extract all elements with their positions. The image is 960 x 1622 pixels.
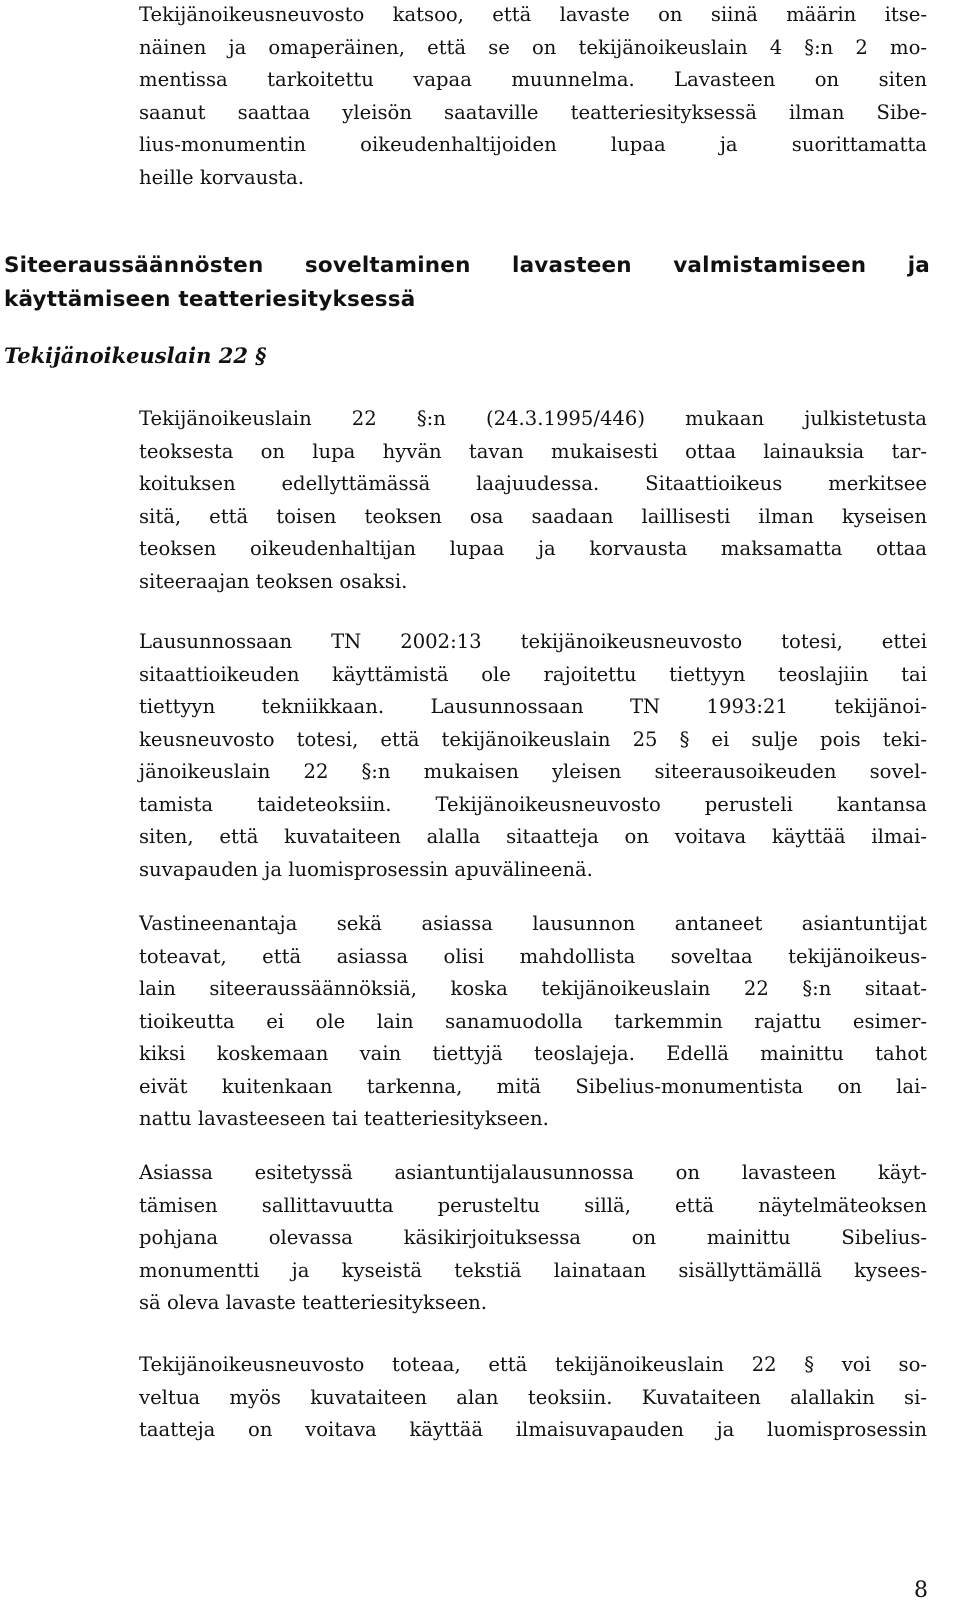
text-line: eivät kuitenkaan tarkenna, mitä Sibelius-monumentista on lai- bbox=[139, 1074, 927, 1098]
text-line: pohjana olevassa käsikirjoituksessa on mainittu Sibelius- bbox=[139, 1226, 927, 1249]
text-line: taatteja on voitava käyttää ilmaisuvapauden ja luomisprosessin bbox=[139, 1418, 927, 1441]
text-line: veltua myös kuvataiteen alan teoksiin. Kuvataiteen alallakin si- bbox=[139, 1385, 927, 1409]
text-line: heille korvausta. bbox=[139, 165, 305, 189]
text-line: teoksesta on lupa hyvän tavan mukaisesti ottaa lainauksia tar- bbox=[139, 439, 927, 463]
text-line: teoksen oikeudenhaltijan lupaa ja korvausta maksamatta ottaa bbox=[139, 537, 927, 560]
paragraph-intro bbox=[139, 0, 927, 194]
text-line: siteeraajan teoksen osaksi. bbox=[139, 569, 408, 593]
text-line: lius-monumentin oikeudenhaltijoiden lupaa ja suorittamatta bbox=[139, 133, 927, 156]
heading-line: Siteeraussäännösten soveltaminen lavasteen valmistamiseen ja bbox=[4, 253, 930, 278]
text-line: sä oleva lavaste teatteriesitykseen. bbox=[139, 1291, 488, 1314]
text-line: tamista taideteoksiin. Tekijänoikeusneuvosto perusteli kantansa bbox=[139, 792, 927, 816]
text-line: tämisen sallittavuutta perusteltu sillä, että näytelmäteoksen bbox=[139, 1193, 927, 1217]
section-heading bbox=[0, 249, 930, 317]
text-line: Lausunnossaan TN 2002:13 tekijänoikeusneuvosto totesi, ettei bbox=[139, 630, 927, 653]
paragraph-law bbox=[139, 403, 927, 598]
text-line: sitaattioikeuden käyttämistä ole rajoitettu tiettyyn teoslajiin tai bbox=[139, 662, 927, 686]
text-line: sitä, että toisen teoksen osa saadaan laillisesti ilman kyseisen bbox=[139, 504, 927, 528]
text-line: toteavat, että asiassa olisi mahdollista soveltaa tekijänoikeus- bbox=[139, 944, 927, 968]
text-line: tiettyyn tekniikkaan. Lausunnossaan TN 1993:21 tekijänoi- bbox=[139, 695, 927, 718]
text-line: monumentti ja kyseistä tekstiä lainataan sisällyttämällä kysees- bbox=[139, 1258, 927, 1282]
text-line: Vastineenantaja sekä asiassa lausunnon antaneet asiantuntijat bbox=[139, 912, 927, 935]
text-line: tioikeutta ei ole lain sanamuodolla tarkemmin rajattu esimer- bbox=[139, 1009, 927, 1033]
text-line: keusneuvosto totesi, että tekijänoikeuslain 25 § ei sulje pois teki- bbox=[139, 727, 927, 751]
text-line: suvapauden ja luomisprosessin apuvälineenä. bbox=[139, 857, 593, 881]
heading-line: käyttämiseen teatteriesityksessä bbox=[4, 287, 416, 312]
text-line: lain siteeraussäännöksiä, koska tekijänoikeuslain 22 §:n sitaat- bbox=[139, 977, 927, 1000]
text-line: näinen ja omaperäinen, että se on tekijänoikeuslain 4 §:n 2 mo- bbox=[139, 35, 927, 59]
sub-heading: Tekijänoikeuslain 22 § bbox=[4, 343, 267, 368]
text-line: mentissa tarkoitettu vapaa muunnelma. Lavasteen on siten bbox=[139, 68, 927, 91]
text-line: koituksen edellyttämässä laajuudessa. Sitaattioikeus merkitsee bbox=[139, 472, 927, 495]
paragraph-5 bbox=[139, 1349, 927, 1447]
text-line: kiksi koskemaan vain tiettyjä teoslajeja. Edellä mainittu tahot bbox=[139, 1042, 927, 1065]
text-line: nattu lavasteeseen tai teatteriesitykseen. bbox=[139, 1107, 549, 1130]
text-line: Asiassa esitetyssä asiantuntijalausunnossa on lavasteen käyt- bbox=[139, 1161, 927, 1184]
text-line: Tekijänoikeusneuvosto katsoo, että lavaste on siinä määrin itse- bbox=[139, 3, 927, 26]
paragraph-4 bbox=[139, 1157, 927, 1320]
text-line: Tekijänoikeuslain 22 §:n (24.3.1995/446) mukaan julkistetusta bbox=[139, 407, 927, 430]
text-line: saanut saattaa yleisön saataville teatteriesityksessä ilman Sibe- bbox=[139, 100, 927, 124]
text-line: jänoikeuslain 22 §:n mukaisen yleisen siteerausoikeuden sovel- bbox=[139, 760, 927, 783]
text-line: siten, että kuvataiteen alalla sitaatteja on voitava käyttää ilmai- bbox=[139, 825, 927, 848]
text-line: Tekijänoikeusneuvosto toteaa, että tekijänoikeuslain 22 § voi so- bbox=[139, 1353, 927, 1376]
page-number: 8 bbox=[914, 1578, 928, 1603]
paragraph-2 bbox=[139, 626, 927, 886]
paragraph-3 bbox=[139, 908, 927, 1136]
